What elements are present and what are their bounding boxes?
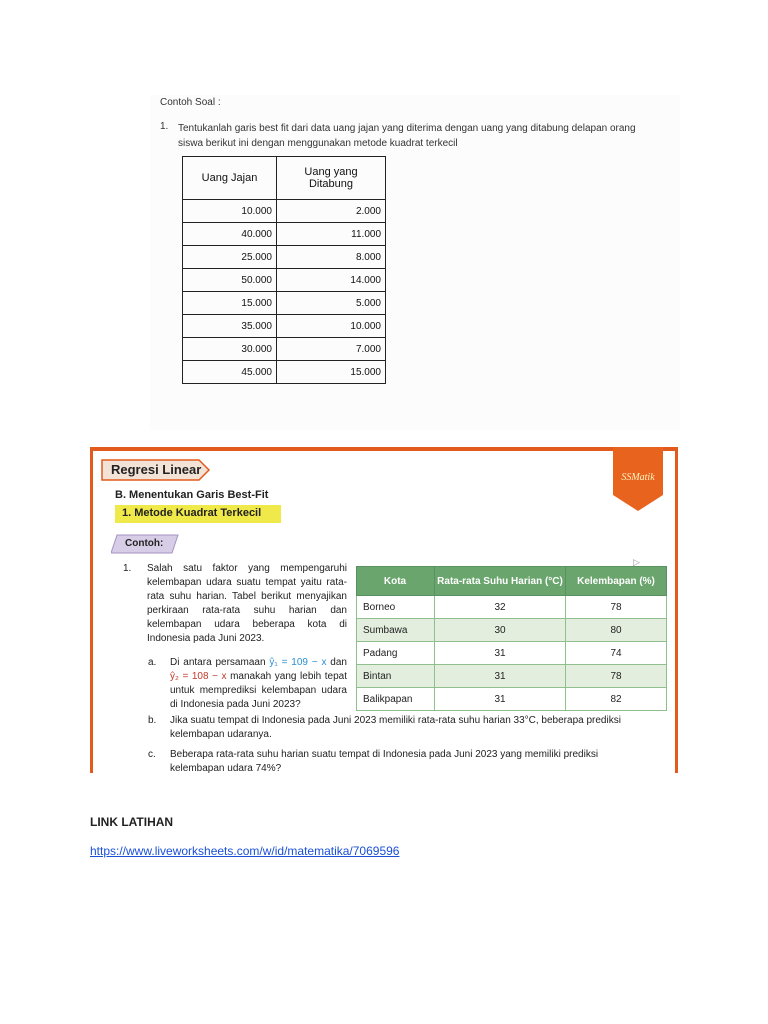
table-row bbox=[183, 338, 386, 361]
table-row bbox=[357, 665, 667, 688]
method-title-highlight bbox=[115, 505, 281, 523]
column-header: Kota bbox=[357, 567, 435, 596]
equation-2: ŷ₂ = 108 − x bbox=[170, 671, 227, 682]
table-header-row bbox=[183, 157, 386, 200]
city-cell: Padang bbox=[357, 642, 435, 665]
temperature-cell: 31 bbox=[435, 642, 566, 665]
table-row bbox=[357, 596, 667, 619]
savings-cell: 5.000 bbox=[277, 292, 386, 315]
allowance-cell: 50.000 bbox=[183, 269, 277, 292]
humidity-cell: 80 bbox=[566, 619, 667, 642]
allowance-cell: 40.000 bbox=[183, 223, 277, 246]
table-row bbox=[183, 246, 386, 269]
humidity-table bbox=[356, 566, 667, 711]
temperature-cell: 31 bbox=[435, 665, 566, 688]
part-a-pre: Di antara persamaan bbox=[170, 657, 270, 668]
savings-cell: 8.000 bbox=[277, 246, 386, 269]
humidity-cell: 74 bbox=[566, 642, 667, 665]
textbook-excerpt bbox=[90, 447, 678, 773]
allowance-cell: 35.000 bbox=[183, 315, 277, 338]
column-header: Kelembapan (%) bbox=[566, 567, 667, 596]
savings-cell: 10.000 bbox=[277, 315, 386, 338]
allowance-cell: 30.000 bbox=[183, 338, 277, 361]
table-row bbox=[183, 269, 386, 292]
chapter-banner-label: Regresi Linear bbox=[111, 462, 202, 477]
table-row bbox=[183, 223, 386, 246]
allowance-cell: 25.000 bbox=[183, 246, 277, 269]
contoh-label: Contoh: bbox=[125, 538, 164, 549]
table-row bbox=[357, 688, 667, 711]
example-heading: Contoh Soal : bbox=[160, 97, 221, 108]
svg-text:SSMatik: SSMatik bbox=[621, 472, 655, 483]
question-number: 1. bbox=[160, 121, 169, 132]
question-text: Tentukanlah garis best fit dari data uang jajan yang diterima dengan uang yang ditabung delapan orang siswa berikut ini dengan menggunakan metode kuadrat terkecil bbox=[178, 123, 636, 149]
publisher-badge-icon bbox=[613, 447, 663, 513]
savings-cell: 2.000 bbox=[277, 200, 386, 223]
allowance-table bbox=[182, 156, 386, 384]
table-row bbox=[357, 619, 667, 642]
contoh-tag bbox=[111, 534, 179, 554]
problem-number: 1. bbox=[123, 563, 132, 574]
table-row bbox=[357, 642, 667, 665]
city-cell: Bintan bbox=[357, 665, 435, 688]
part-a-post: manakah yang lebih tepat untuk memprediksi kelembapan udara di Indonesia pada Juni 2023? bbox=[170, 671, 347, 710]
section-heading: B. Menentukan Garis Best-Fit bbox=[115, 489, 269, 501]
column-header: Rata-rata Suhu Harian (°C) bbox=[435, 567, 566, 596]
part-a-text bbox=[170, 656, 347, 712]
part-b-text: Jika suatu tempat di Indonesia pada Juni 2023 memiliki rata-rata suhu harian 33°C, beberapa prediksi kelembapan udaranya. bbox=[170, 715, 621, 740]
allowance-cell: 45.000 bbox=[183, 361, 277, 384]
savings-cell: 15.000 bbox=[277, 361, 386, 384]
part-c-text: Beberapa rata-rata suhu harian suatu tempat di Indonesia pada Juni 2023 yang memiliki prediksi kelembapan udara 74%? bbox=[170, 749, 599, 774]
table-row bbox=[183, 315, 386, 338]
part-b-label: b. bbox=[148, 715, 157, 726]
example-section bbox=[150, 95, 680, 430]
table-row bbox=[183, 292, 386, 315]
column-header: Uang yang Ditabung bbox=[277, 157, 386, 200]
humidity-cell: 78 bbox=[566, 596, 667, 619]
humidity-cell: 78 bbox=[566, 665, 667, 688]
equation-1: ŷ₁ = 109 − x bbox=[269, 657, 327, 668]
allowance-cell: 15.000 bbox=[183, 292, 277, 315]
part-c-label: c. bbox=[148, 749, 156, 760]
allowance-cell: 10.000 bbox=[183, 200, 277, 223]
city-cell: Balikpapan bbox=[357, 688, 435, 711]
table-header-row bbox=[357, 567, 667, 596]
savings-cell: 11.000 bbox=[277, 223, 386, 246]
savings-cell: 7.000 bbox=[277, 338, 386, 361]
exercise-link[interactable]: https://www.liveworksheets.com/w/id/matematika/7069596 bbox=[90, 844, 400, 858]
savings-cell: 14.000 bbox=[277, 269, 386, 292]
temperature-cell: 31 bbox=[435, 688, 566, 711]
chapter-banner bbox=[101, 459, 211, 481]
table-row bbox=[183, 361, 386, 384]
part-a-mid: dan bbox=[326, 657, 347, 668]
humidity-cell: 82 bbox=[566, 688, 667, 711]
temperature-cell: 32 bbox=[435, 596, 566, 619]
problem-intro: Salah satu faktor yang mempengaruhi kelembapan udara suatu tempat yaitu rata-rata suhu harian. Tabel berikut menyajikan perkiraan rata-rata suhu harian dan kelembapan udara beberapa kota di Indonesia pada Juni 2023. bbox=[147, 563, 347, 644]
temperature-cell: 30 bbox=[435, 619, 566, 642]
table-row bbox=[183, 200, 386, 223]
city-cell: Borneo bbox=[357, 596, 435, 619]
method-title: 1. Metode Kuadrat Terkecil bbox=[122, 507, 262, 519]
column-header: Uang Jajan bbox=[183, 157, 277, 200]
link-heading: LINK LATIHAN bbox=[90, 815, 174, 829]
part-a-label: a. bbox=[148, 657, 157, 668]
mouse-cursor-icon: ▷ bbox=[633, 557, 640, 567]
city-cell: Sumbawa bbox=[357, 619, 435, 642]
